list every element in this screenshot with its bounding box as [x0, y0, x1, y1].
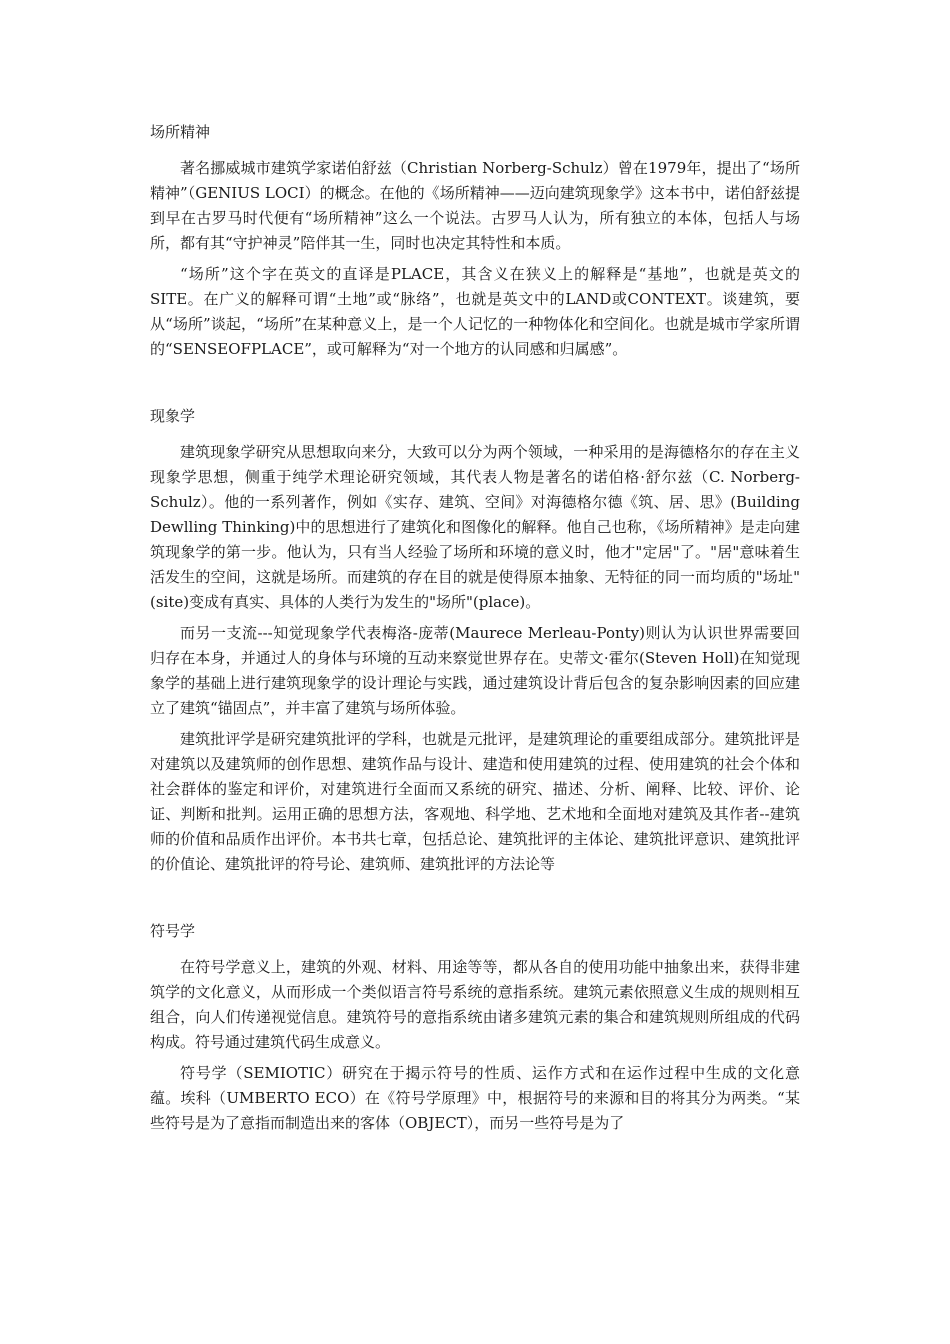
paragraph: 建筑批评学是研究建筑批评的学科，也就是元批评，是建筑理论的重要组成部分。建筑批评是对建筑以及建筑师的创作思想、建筑作品与设计、建造和使用建筑的过程、使用建筑的社会个体和社会群体的鉴定和评价，对建筑进行全面而又系统的研究、描述、分析、阐释、比较、评价、论证、判断和批判。运用正确的思想方法，客观地、科学地、艺术地和全面地对建筑及其作者--建筑师的价值和品质作出评价。本书共七章，包括总论、建筑批评的主体论、建筑批评意识、建筑批评的价值论、建筑批评的符号论、建筑师、建筑批评的方法论等: [150, 730, 800, 873]
section-place-spirit: [150, 120, 800, 362]
document-page: [150, 120, 800, 1142]
paragraph: 著名挪威城市建筑学家诺伯舒兹（Christian Norberg-Schulz）曾在1979年，提出了“场所精神”（GENIUS LOCI）的概念。在他的《场所精神——迈向建筑现象学》这本书中，诺伯舒兹提到早在古罗马时代便有“场所精神”这么一个说法。古罗马人认为，所有独立的本体，包括人与场所，都有其“守护神灵”陪伴其一生，同时也决定其特性和本质。: [150, 159, 800, 252]
section-semiotics: [150, 919, 800, 1136]
section-phenomenology: [150, 404, 800, 877]
section-title: 现象学: [150, 407, 196, 425]
paragraph: 而另一支流---知觉现象学代表梅洛-庞蒂(Maurece Merleau-Ponty)则认为认识世界需要回归存在本身，并通过人的身体与环境的互动来察觉世界存在。史蒂文·霍尔(Steven Holl)在知觉现象学的基础上进行建筑现象学的设计理论与实践，通过建筑设计背后包含的复杂影响因素的回应建立了建筑“锚固点”，并丰富了建筑与场所体验。: [150, 624, 800, 717]
section-title: 符号学: [150, 922, 196, 940]
paragraph: 符号学（SEMIOTIC）研究在于揭示符号的性质、运作方式和在运作过程中生成的文化意蕴。埃科（UMBERTO ECO）在《符号学原理》中，根据符号的来源和目的将其分为两类。“某些符号是为了意指而制造出来的客体（OBJECT），而另一些符号是为了: [150, 1064, 800, 1132]
paragraph: “场所”这个字在英文的直译是PLACE，其含义在狭义上的解释是“基地”，也就是英文的SITE。在广义的解释可谓“土地”或“脉络”，也就是英文中的LAND或CONTEXT。谈建筑，要从“场所”谈起，“场所”在某种意义上，是一个人记忆的一种物体化和空间化。也就是城市学家所谓的“SENSEOFPLACE”，或可解释为“对一个地方的认同感和归属感”。: [150, 265, 800, 358]
paragraph: 建筑现象学研究从思想取向来分，大致可以分为两个领域，一种采用的是海德格尔的存在主义现象学思想，侧重于纯学术理论研究领域，其代表人物是著名的诺伯格·舒尔兹（C. Norberg-Schulz）。他的一系列著作，例如《实存、建筑、空间》对海德格尔德《筑、居、思》(Building Dewlling Thinking)中的思想进行了建筑化和图像化的解释。他自己也称，《场所精神》是走向建筑现象学的第一步。他认为，只有当人经验了场所和环境的意义时，他才"定居"了。"居"意味着生活发生的空间，这就是场所。而建筑的存在目的就是使得原本抽象、无特征的同一而均质的"场址"(site)变成有真实、具体的人类行为发生的"场所"(place)。: [150, 443, 800, 611]
section-divider: [150, 368, 800, 404]
paragraph: 在符号学意义上，建筑的外观、材料、用途等等，都从各自的使用功能中抽象出来，获得非建筑学的文化意义，从而形成一个类似语言符号系统的意指系统。建筑元素依照意义生成的规则相互组合，向人们传递视觉信息。建筑符号的意指系统由诸多建筑元素的集合和建筑规则所组成的代码构成。符号通过建筑代码生成意义。: [150, 958, 800, 1051]
section-divider: [150, 883, 800, 919]
section-title: 场所精神: [150, 123, 211, 141]
